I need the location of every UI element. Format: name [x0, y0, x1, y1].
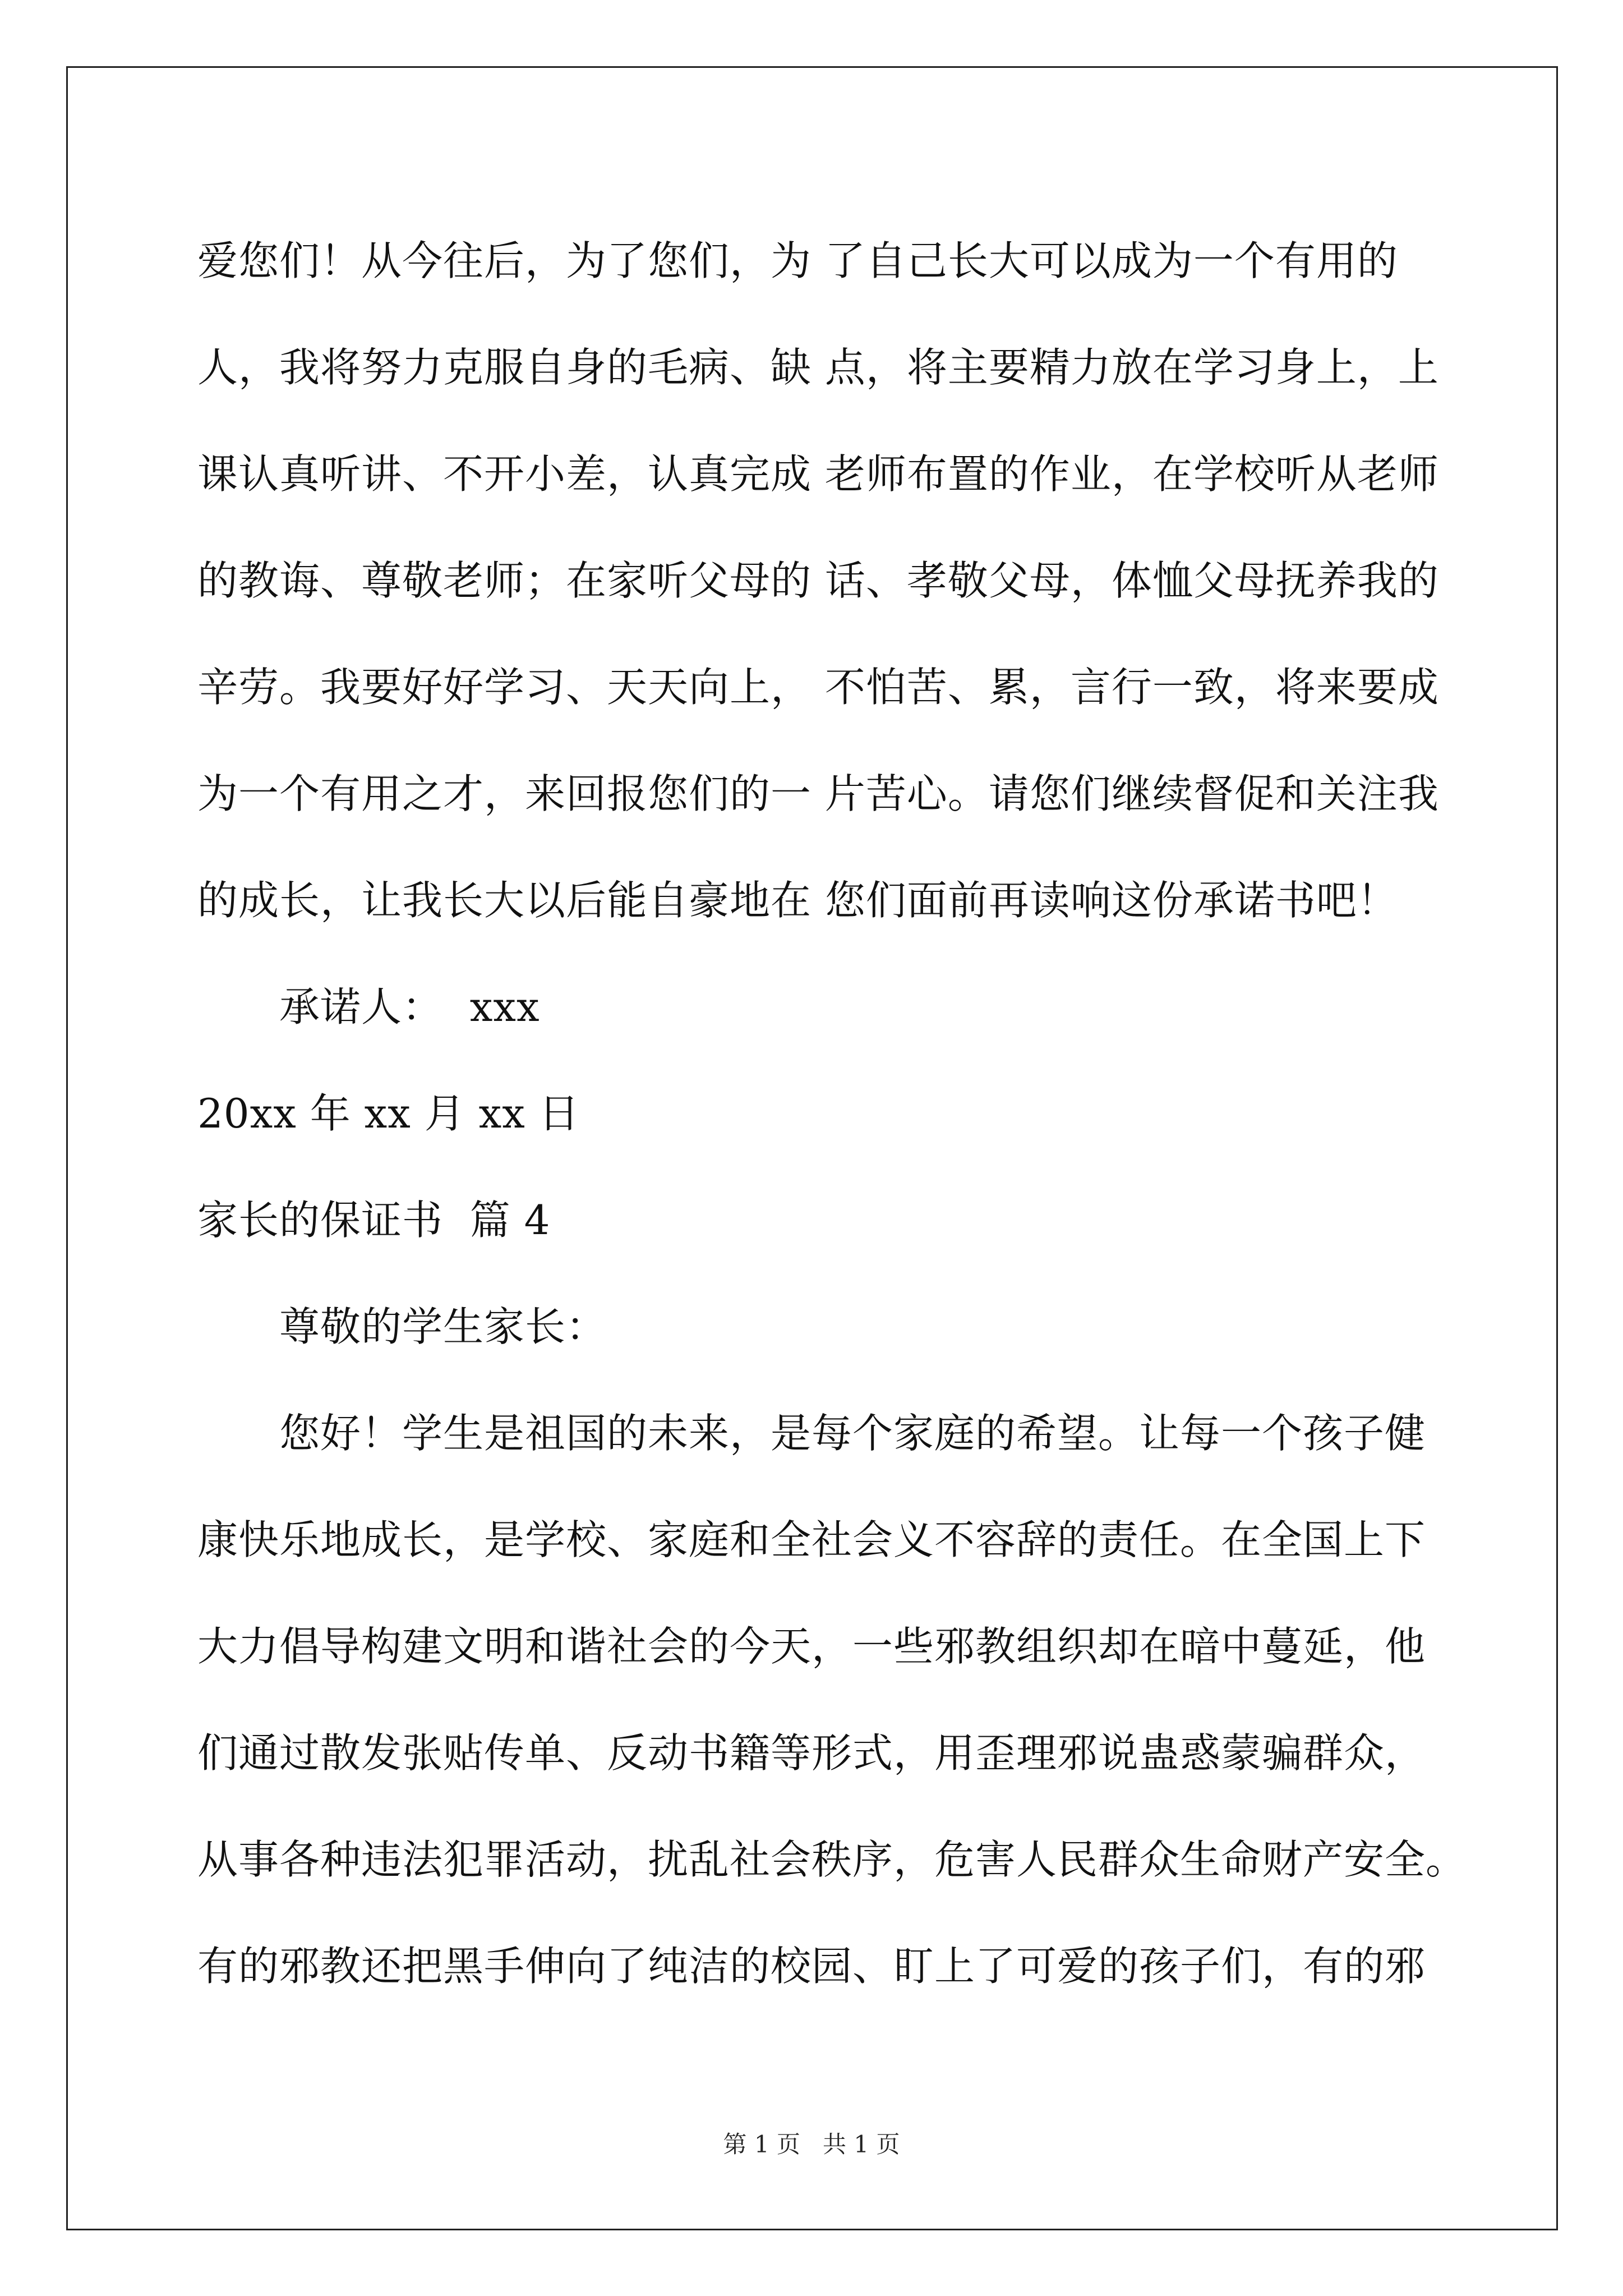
paragraph-line: 有的邪教还把黑手伸向了纯洁的校园、盯上了可爱的孩子们，有的邪	[197, 1943, 1426, 1990]
document-body	[197, 208, 1487, 2019]
section-title: 家长的保证书 篇 4	[197, 1197, 551, 1244]
date-line: 20xx 年 xx 月 xx 日	[197, 1090, 580, 1137]
paragraph-line: 课认真听讲、不开小差，认真完成 老师布置的作业，在学校听从老师	[197, 450, 1439, 498]
salutation: 尊敬的学生家长：	[279, 1303, 607, 1350]
page-footer: 第 1 页 共 1 页	[723, 2131, 900, 2158]
promisor-signature: 承诺人： xxx	[279, 983, 540, 1030]
paragraph-line: 您好！学生是祖国的未来，是每个家庭的希望。让每一个孩子健	[279, 1410, 1426, 1457]
paragraph-line: 的成长，让我长大以后能自豪地在 您们面前再读响这份承诺书吧！	[197, 877, 1398, 924]
paragraph-line: 从事各种违法犯罪活动，扰乱社会秩序，危害人民群众生命财产安全。	[197, 1836, 1467, 1883]
paragraph-line: 为一个有用之才，来回报您们的一 片苦心。请您们继续督促和关注我	[197, 770, 1439, 817]
paragraph-line: 的教诲、尊敬老师；在家听父母的 话、孝敬父母，体恤父母抚养我的	[197, 557, 1439, 604]
paragraph-line: 爱您们！从今往后，为了您们，为 了自己长大可以成为一个有用的	[197, 237, 1398, 284]
paragraph-line: 辛劳。我要好好学习、天天向上， 不怕苦、累，言行一致，将来要成	[197, 664, 1439, 711]
paragraph-line: 们通过散发张贴传单、反动书籍等形式，用歪理邪说蛊惑蒙骗群众，	[197, 1729, 1426, 1777]
paragraph-line: 人，我将努力克服自身的毛病、缺 点，将主要精力放在学习身上，上	[197, 344, 1439, 391]
paragraph-line: 康快乐地成长，是学校、家庭和全社会义不容辞的责任。在全国上下	[197, 1516, 1426, 1563]
paragraph-line: 大力倡导构建文明和谐社会的今天，一些邪教组织却在暗中蔓延，他	[197, 1623, 1426, 1670]
